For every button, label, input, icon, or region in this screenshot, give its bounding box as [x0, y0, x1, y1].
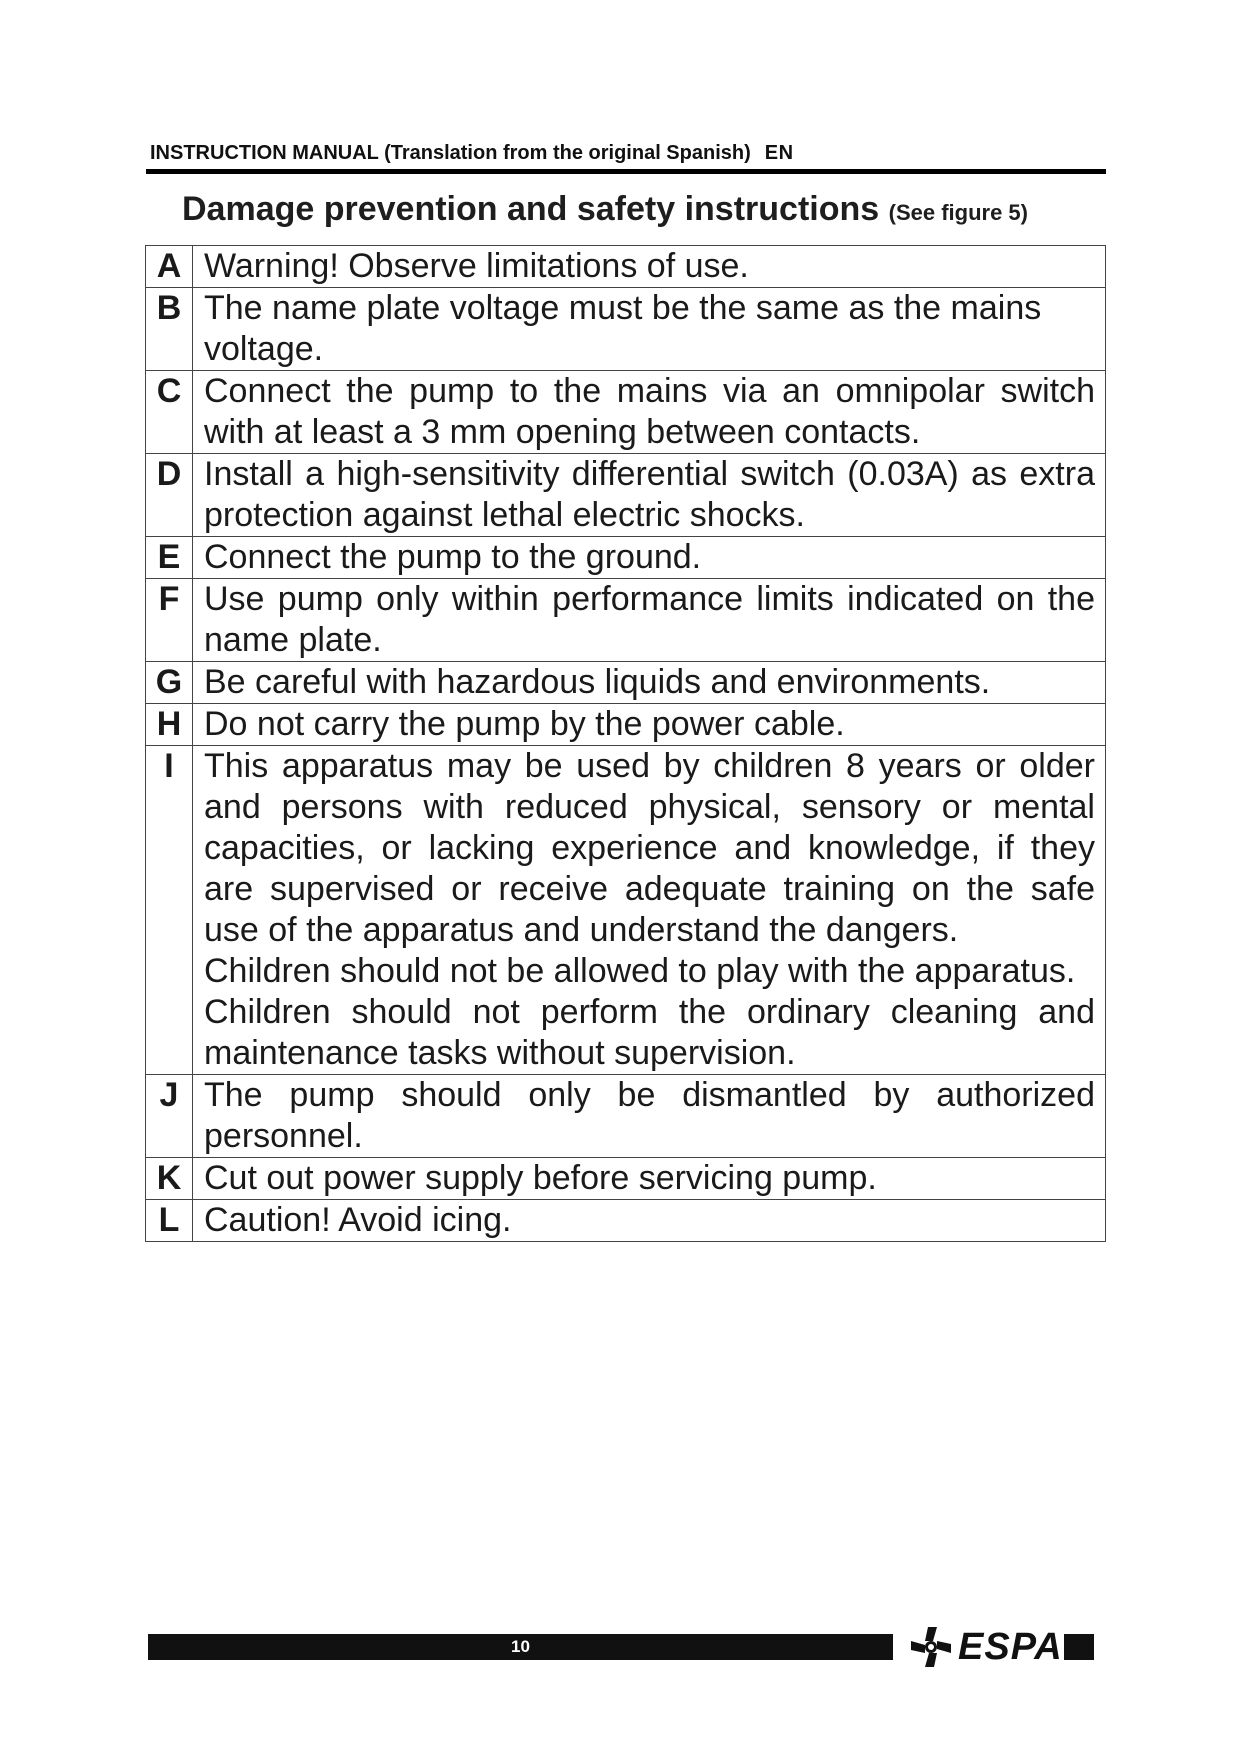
safety-item-paragraph: Connect the pump to the mains via an omnipolar switch with at least a 3 mm opening between contacts. — [204, 372, 1095, 451]
safety-item-text — [193, 1200, 1106, 1242]
safety-item-text — [193, 704, 1106, 746]
safety-item-text — [193, 537, 1106, 579]
safety-item-row — [146, 704, 1106, 746]
safety-item-letter: J — [146, 1075, 193, 1158]
safety-item-row — [146, 454, 1106, 537]
safety-item-letter: H — [146, 704, 193, 746]
safety-item-paragraph: Cut out power supply before servicing pump. — [204, 1159, 877, 1197]
safety-item-text — [193, 1075, 1106, 1158]
safety-item-row — [146, 246, 1106, 288]
safety-item-letter: B — [146, 288, 193, 371]
safety-item-paragraph: Children should not perform the ordinary cleaning and maintenance tasks without supervision. — [204, 993, 1095, 1072]
manual-header-title: INSTRUCTION MANUAL (Translation from the original Spanish) — [150, 142, 751, 164]
safety-item-row — [146, 1158, 1106, 1200]
safety-item-letter: K — [146, 1158, 193, 1200]
safety-item-letter: E — [146, 537, 193, 579]
safety-item-row — [146, 371, 1106, 454]
safety-item-paragraph: Connect the pump to the ground. — [204, 538, 702, 576]
safety-instructions-body — [146, 246, 1106, 1242]
safety-item-paragraph: Do not carry the pump by the power cable. — [204, 705, 845, 743]
safety-item-letter: A — [146, 246, 193, 288]
safety-item-paragraph: The name plate voltage must be the same as the mains voltage. — [204, 289, 1042, 368]
safety-item-letter: I — [146, 746, 193, 1075]
safety-item-paragraph: This apparatus may be used by children 8 years or older and persons with reduced physical, sensory or mental capacities, or lacking experience and knowledge, if they are supervised or receive adequate training on the safe use of the apparatus and understand the dangers. — [204, 747, 1095, 949]
safety-instructions-table — [145, 245, 1106, 1242]
safety-item-row — [146, 662, 1106, 704]
safety-item-text — [193, 1158, 1106, 1200]
safety-item-text — [193, 246, 1106, 288]
language-code: EN — [764, 142, 794, 164]
brand-name: ESPA — [958, 1625, 1063, 1668]
safety-item-text — [193, 579, 1106, 662]
safety-item-text — [193, 746, 1106, 1075]
safety-item-row — [146, 537, 1106, 579]
safety-item-paragraph: Warning! Observe limitations of use. — [204, 247, 749, 285]
safety-item-paragraph: Use pump only within performance limits indicated on the name plate. — [204, 580, 1095, 659]
safety-item-text — [193, 288, 1106, 371]
safety-item-paragraph: Be careful with hazardous liquids and environments. — [204, 663, 991, 701]
header-divider — [146, 169, 1106, 174]
safety-item-letter: F — [146, 579, 193, 662]
page-number: 10 — [511, 1637, 530, 1656]
manual-header — [150, 142, 794, 165]
safety-item-row — [146, 1075, 1106, 1158]
espa-logo — [908, 1622, 1063, 1672]
espa-logo-icon — [908, 1624, 954, 1670]
safety-item-row — [146, 1200, 1106, 1242]
safety-item-paragraph: Children should not be allowed to play with the apparatus. — [204, 952, 1076, 990]
safety-item-letter: G — [146, 662, 193, 704]
safety-item-letter: L — [146, 1200, 193, 1242]
safety-item-row — [146, 746, 1106, 1075]
safety-item-paragraph: The pump should only be dismantled by authorized personnel. — [204, 1076, 1095, 1155]
safety-item-text — [193, 454, 1106, 537]
safety-item-text — [193, 662, 1106, 704]
safety-item-row — [146, 579, 1106, 662]
section-title-text: Damage prevention and safety instructions — [182, 190, 880, 228]
footer-square — [1064, 1634, 1094, 1660]
safety-item-paragraph: Caution! Avoid icing. — [204, 1201, 512, 1239]
safety-item-letter: D — [146, 454, 193, 537]
section-title — [182, 190, 1028, 229]
figure-reference: (See figure 5) — [888, 200, 1028, 225]
safety-item-text — [193, 371, 1106, 454]
safety-item-letter: C — [146, 371, 193, 454]
safety-item-paragraph: Install a high-sensitivity differential switch (0.03A) as extra protection against lethal electric shocks. — [204, 455, 1095, 534]
safety-item-row — [146, 288, 1106, 371]
